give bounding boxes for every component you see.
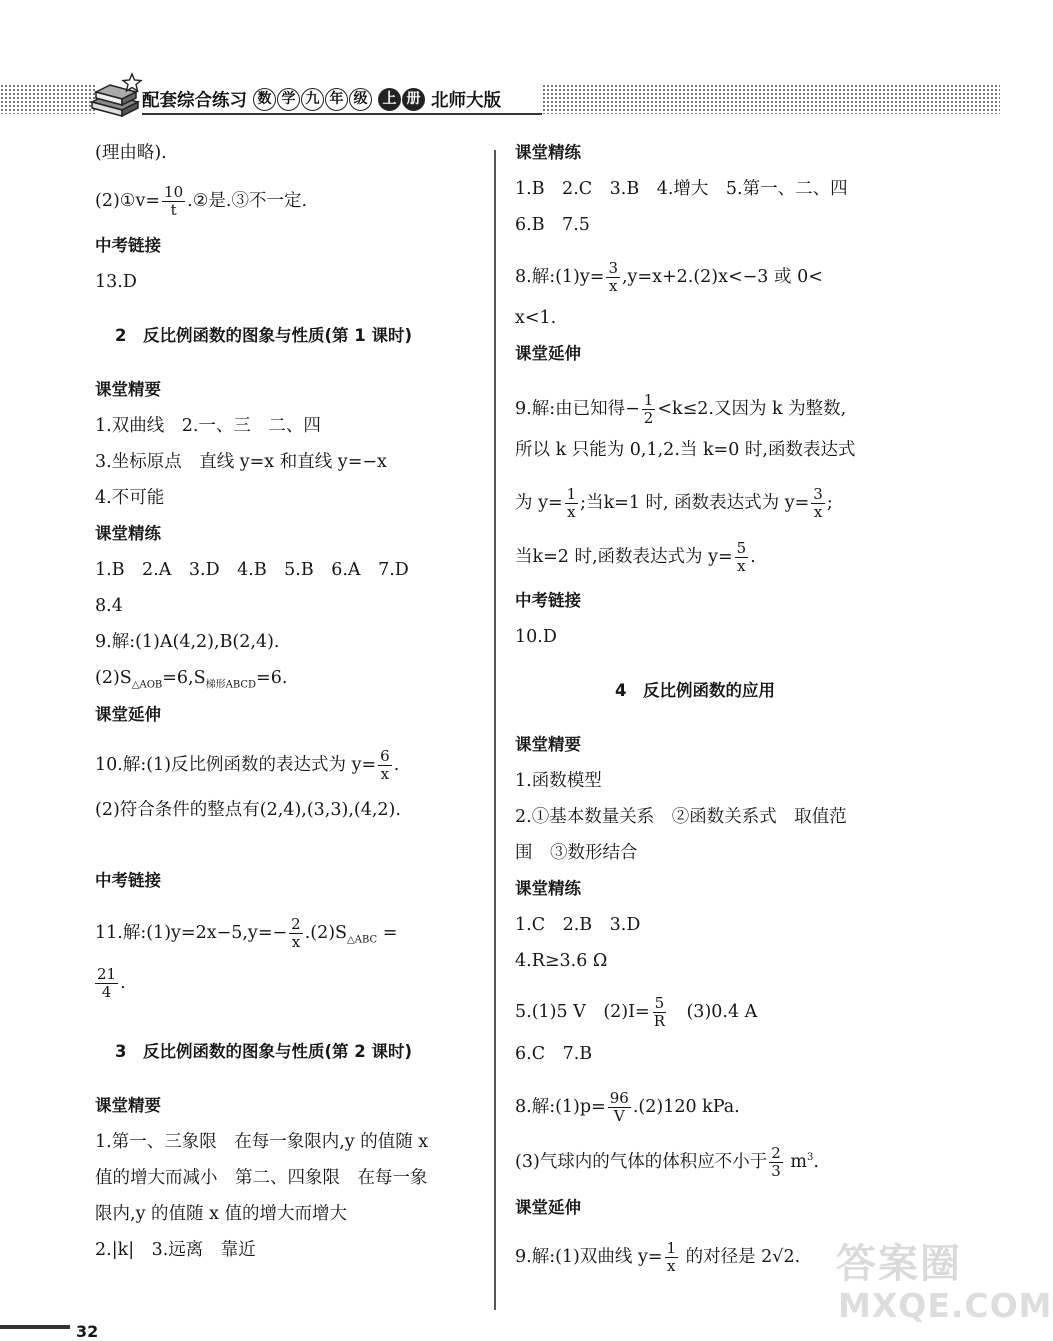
answer-line: (2)符合条件的整点有(2,4),(3,3),(4,2). <box>95 800 401 820</box>
fraction: $\frac{3}{x}$ <box>608 259 618 295</box>
answer-line: 3.坐标原点 直线 y=x 和直线 y=−x <box>95 452 387 472</box>
section-heading: 课堂精练 <box>515 143 581 162</box>
watermark <box>826 1232 1053 1332</box>
answer-line: 13.D <box>95 272 137 292</box>
answer-line: 8.解:(1)y= $\frac{3}{x}$ ,y=x+2.(2)x<−3 或 0< <box>515 259 823 295</box>
column-divider <box>494 150 496 1310</box>
lesson-title: 3 反比例函数的图象与性质(第 2 课时) <box>115 1042 413 1061</box>
answer-line: 围 ③数形结合 <box>515 843 638 863</box>
section-heading: 课堂精练 <box>515 879 581 898</box>
watermark-url: MXQE.COM <box>838 1286 1053 1325</box>
volume-char: 上 <box>378 88 401 111</box>
answer-line: 4.不可能 <box>95 488 165 508</box>
fraction: $\frac{5}{x}$ <box>736 539 747 575</box>
answer-line: 11.解:(1)y=2x−5,y=− $\frac{2}{x}$ $.(2)S_{\triangle ABC}$ = <box>95 915 398 951</box>
answer-line: 9.解:(1)双曲线 y= $\frac{1}{x}$ 的对径是 2√2. <box>515 1239 801 1275</box>
subject-char: 学 <box>277 88 300 111</box>
subject-char: 年 <box>325 88 348 111</box>
header-dots-left <box>0 84 96 114</box>
fraction: $\frac{1}{x}$ <box>666 1239 677 1275</box>
answer-line: 6.C 7.B <box>515 1044 593 1064</box>
section-heading: 中考链接 <box>95 236 161 255</box>
header-rule <box>142 113 542 115</box>
answer-line: 1.函数模型 <box>515 771 602 791</box>
section-heading: 课堂精要 <box>515 735 581 754</box>
header-dots-right <box>542 84 1000 114</box>
page-number: 32 <box>76 1322 99 1341</box>
fraction: $\frac{6}{x}$ <box>380 747 390 783</box>
answer-line: 1.双曲线 2.一、三 二、四 <box>95 416 321 436</box>
books-star-icon <box>86 72 146 118</box>
subject-char: 级 <box>349 88 372 111</box>
answer-line: 5.(1)5 V (2)I= $\frac{5}{R}$ (3)0.4 A <box>515 994 758 1030</box>
answer-line: 9.解:(1)A(4,2),B(2,4). <box>95 632 280 652</box>
fraction: $\frac{96}{V}$ <box>609 1089 629 1125</box>
lesson-title: 2 反比例函数的图象与性质(第 1 课时) <box>115 326 413 345</box>
section-heading: 课堂延伸 <box>515 344 581 363</box>
volume-char: 册 <box>402 88 425 111</box>
answer-line: 为 y= $\frac{1}{x}$ ;当k=1 时, 函数表达式为 y= $\frac{3}{x}$ ; <box>515 485 833 521</box>
subject-char: 九 <box>301 88 324 111</box>
section-heading: 课堂精要 <box>95 1096 161 1115</box>
answer-line: 4.R≥3.6 Ω <box>515 951 608 971</box>
answer-line: 10.解:(1)反比例函数的表达式为 y= $\frac{6}{x}$ . <box>95 747 400 783</box>
answer-line: 限内,y 的值随 x 值的增大而增大 <box>95 1204 348 1224</box>
header-title <box>142 86 501 112</box>
fraction: $\frac{10}{t}$ <box>164 183 184 219</box>
section-heading: 中考链接 <box>515 591 581 610</box>
volume-chip <box>378 88 425 111</box>
answer-line: (2)①v= $\frac{10}{t}$ .②是.③不一定. <box>95 183 308 219</box>
answer-line: x<1. <box>515 308 557 328</box>
section-heading: 中考链接 <box>95 871 161 890</box>
footer-bar <box>0 1325 70 1329</box>
answer-line: $(2)S_{\triangle AOB}=6,S_{梯形ABCD}=6$. <box>95 668 288 691</box>
answer-line: 1.B 2.C 3.B 4.增大 5.第一、二、四 <box>515 179 848 199</box>
answer-line: 2.|k| 3.远离 靠近 <box>95 1240 256 1260</box>
fraction: $\frac{3}{x}$ <box>813 485 823 521</box>
subject-chip <box>253 88 372 111</box>
answer-line: 2.①基本数量关系 ②函数关系式 取值范 <box>515 807 847 827</box>
answer-line: 8.解:(1)p= $\frac{96}{V}$ .(2)120 kPa. <box>515 1089 740 1125</box>
answer-line: $\frac{21}{4}$ . <box>97 965 126 1001</box>
answer-line: 1.C 2.B 3.D <box>515 915 641 935</box>
fraction: $\frac{1}{x}$ <box>566 485 577 521</box>
section-heading: 课堂精要 <box>95 380 161 399</box>
fraction: $\frac{2}{3}$ <box>771 1144 781 1180</box>
fraction: $\frac{21}{4}$ <box>97 965 117 1001</box>
section-heading: 课堂延伸 <box>515 1198 581 1217</box>
header-prefix: 配套综合练习 <box>142 90 247 111</box>
answer-line: (理由略). <box>95 143 167 163</box>
answer-line: (3)气球内的气体的体积应不小于 $\frac{2}{3}$ $m^3$. <box>515 1144 819 1180</box>
answer-line: 8.4 <box>95 596 123 616</box>
section-heading: 课堂精练 <box>95 524 161 543</box>
answer-line: 当k=2 时,函数表达式为 y= $\frac{5}{x}$ . <box>515 539 756 575</box>
answer-line: 所以 k 只能为 0,1,2.当 k=0 时,函数表达式 <box>515 440 856 460</box>
fraction: $\frac{5}{R}$ <box>653 994 665 1030</box>
fraction: $\frac{2}{x}$ <box>291 915 301 951</box>
fraction: $\frac{1}{2}$ <box>643 391 654 427</box>
answer-line: 6.B 7.5 <box>515 215 590 235</box>
section-heading: 课堂延伸 <box>95 705 161 724</box>
answer-line: 9.解:由已知得− $\frac{1}{2}$ <k≤2.又因为 k 为整数, <box>515 391 847 427</box>
answer-line: 1.B 2.A 3.D 4.B 5.B 6.A 7.D <box>95 560 409 580</box>
answer-line: 1.第一、三象限 在每一象限内,y 的值随 x <box>95 1132 429 1152</box>
lesson-title: 4 反比例函数的应用 <box>615 681 775 700</box>
answer-line: 10.D <box>515 627 557 647</box>
answer-line: 值的增大而减小 第二、四象限 在每一象 <box>95 1168 428 1188</box>
subject-char: 数 <box>253 88 276 111</box>
watermark-logo-text: 答案圈 <box>836 1241 962 1287</box>
header-edition: 北师大版 <box>431 90 501 111</box>
